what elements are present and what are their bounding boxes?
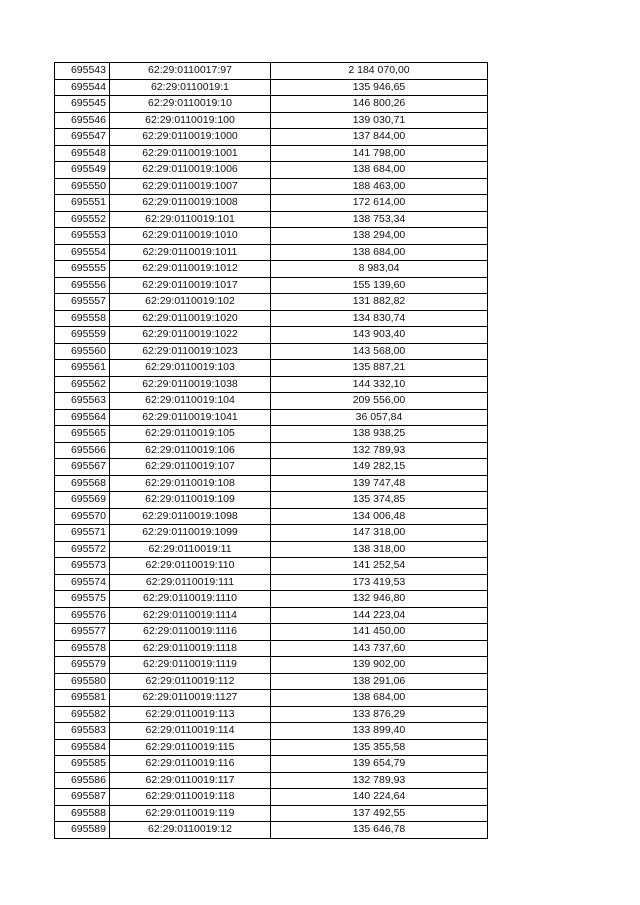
table-row — [55, 525, 488, 542]
value-cell: 149 282,15 — [271, 459, 488, 476]
value-cell: 173 419,53 — [271, 574, 488, 591]
cadastral-number-cell: 62:29:0110019:118 — [110, 789, 271, 806]
value-cell: 141 798,00 — [271, 145, 488, 162]
row-id-cell: 695557 — [55, 294, 110, 311]
cadastral-number-cell: 62:29:0110019:1001 — [110, 145, 271, 162]
table-row — [55, 772, 488, 789]
table-row — [55, 327, 488, 344]
row-id-cell: 695577 — [55, 624, 110, 641]
value-cell: 134 006,48 — [271, 508, 488, 525]
value-cell: 138 938,25 — [271, 426, 488, 443]
cadastral-number-cell: 62:29:0110019:1114 — [110, 607, 271, 624]
value-cell: 139 902,00 — [271, 657, 488, 674]
cadastral-number-cell: 62:29:0110019:1110 — [110, 591, 271, 608]
table-row — [55, 723, 488, 740]
table-row — [55, 162, 488, 179]
value-cell: 138 753,34 — [271, 211, 488, 228]
table-row — [55, 541, 488, 558]
value-cell: 138 684,00 — [271, 690, 488, 707]
row-id-cell: 695566 — [55, 442, 110, 459]
value-cell: 143 568,00 — [271, 343, 488, 360]
cadastral-number-cell: 62:29:0110019:105 — [110, 426, 271, 443]
table-row — [55, 624, 488, 641]
cadastral-number-cell: 62:29:0110019:1017 — [110, 277, 271, 294]
table-row — [55, 558, 488, 575]
value-cell: 155 139,60 — [271, 277, 488, 294]
cadastral-number-cell: 62:29:0110019:1000 — [110, 129, 271, 146]
cadastral-number-cell: 62:29:0110019:1006 — [110, 162, 271, 179]
value-cell: 146 800,26 — [271, 96, 488, 113]
table-row — [55, 508, 488, 525]
row-id-cell: 695568 — [55, 475, 110, 492]
cadastral-number-cell: 62:29:0110019:106 — [110, 442, 271, 459]
row-id-cell: 695584 — [55, 739, 110, 756]
row-id-cell: 695573 — [55, 558, 110, 575]
cadastral-number-cell: 62:29:0110019:1012 — [110, 261, 271, 278]
cadastral-number-cell: 62:29:0110019:1041 — [110, 409, 271, 426]
cadastral-number-cell: 62:29:0110019:101 — [110, 211, 271, 228]
value-cell: 138 684,00 — [271, 162, 488, 179]
table-row — [55, 673, 488, 690]
cadastral-number-cell: 62:29:0110019:1011 — [110, 244, 271, 261]
table-row — [55, 63, 488, 80]
value-cell: 135 887,21 — [271, 360, 488, 377]
value-cell: 8 983,04 — [271, 261, 488, 278]
table-row — [55, 294, 488, 311]
row-id-cell: 695563 — [55, 393, 110, 410]
cadastral-number-cell: 62:29:0110019:111 — [110, 574, 271, 591]
cadastral-number-cell: 62:29:0110019:1127 — [110, 690, 271, 707]
cadastral-number-cell: 62:29:0110019:1010 — [110, 228, 271, 245]
table-row — [55, 178, 488, 195]
table-row — [55, 805, 488, 822]
cadastral-number-cell: 62:29:0110019:1 — [110, 79, 271, 96]
table-row — [55, 475, 488, 492]
table-row — [55, 492, 488, 509]
table-row — [55, 360, 488, 377]
table-row — [55, 145, 488, 162]
row-id-cell: 695585 — [55, 756, 110, 773]
value-cell: 139 654,79 — [271, 756, 488, 773]
row-id-cell: 695565 — [55, 426, 110, 443]
row-id-cell: 695564 — [55, 409, 110, 426]
value-cell: 137 844,00 — [271, 129, 488, 146]
row-id-cell: 695581 — [55, 690, 110, 707]
table-row — [55, 112, 488, 129]
row-id-cell: 695556 — [55, 277, 110, 294]
cadastral-number-cell: 62:29:0110019:1099 — [110, 525, 271, 542]
value-cell: 138 294,00 — [271, 228, 488, 245]
row-id-cell: 695588 — [55, 805, 110, 822]
cadastral-number-cell: 62:29:0110019:1098 — [110, 508, 271, 525]
table-row — [55, 591, 488, 608]
table-row — [55, 822, 488, 839]
value-cell: 143 737,60 — [271, 640, 488, 657]
row-id-cell: 695583 — [55, 723, 110, 740]
value-cell: 138 318,00 — [271, 541, 488, 558]
value-cell: 135 355,58 — [271, 739, 488, 756]
cadastral-number-cell: 62:29:0110019:113 — [110, 706, 271, 723]
row-id-cell: 695562 — [55, 376, 110, 393]
cadastral-number-cell: 62:29:0110019:1020 — [110, 310, 271, 327]
table-body — [55, 63, 488, 839]
table-row — [55, 96, 488, 113]
row-id-cell: 695570 — [55, 508, 110, 525]
cadastral-number-cell: 62:29:0110019:102 — [110, 294, 271, 311]
value-cell: 135 946,65 — [271, 79, 488, 96]
value-cell: 137 492,55 — [271, 805, 488, 822]
row-id-cell: 695555 — [55, 261, 110, 278]
row-id-cell: 695572 — [55, 541, 110, 558]
value-cell: 2 184 070,00 — [271, 63, 488, 80]
cadastral-number-cell: 62:29:0110019:11 — [110, 541, 271, 558]
row-id-cell: 695543 — [55, 63, 110, 80]
table-row — [55, 277, 488, 294]
table-row — [55, 261, 488, 278]
cadastral-number-cell: 62:29:0110019:10 — [110, 96, 271, 113]
row-id-cell: 695582 — [55, 706, 110, 723]
cadastral-number-cell: 62:29:0110019:1118 — [110, 640, 271, 657]
cadastral-number-cell: 62:29:0110019:117 — [110, 772, 271, 789]
cadastral-number-cell: 62:29:0110019:1023 — [110, 343, 271, 360]
row-id-cell: 695575 — [55, 591, 110, 608]
row-id-cell: 695551 — [55, 195, 110, 212]
value-cell: 135 646,78 — [271, 822, 488, 839]
value-cell: 138 684,00 — [271, 244, 488, 261]
value-cell: 139 747,48 — [271, 475, 488, 492]
value-cell: 133 876,29 — [271, 706, 488, 723]
data-table — [54, 62, 488, 839]
cadastral-number-cell: 62:29:0110019:103 — [110, 360, 271, 377]
row-id-cell: 695544 — [55, 79, 110, 96]
value-cell: 132 946,80 — [271, 591, 488, 608]
cadastral-number-cell: 62:29:0110019:104 — [110, 393, 271, 410]
row-id-cell: 695569 — [55, 492, 110, 509]
table-row — [55, 789, 488, 806]
cadastral-number-cell: 62:29:0110019:1038 — [110, 376, 271, 393]
cadastral-number-cell: 62:29:0110019:1022 — [110, 327, 271, 344]
cadastral-number-cell: 62:29:0110019:115 — [110, 739, 271, 756]
value-cell: 188 463,00 — [271, 178, 488, 195]
table-row — [55, 376, 488, 393]
row-id-cell: 695547 — [55, 129, 110, 146]
row-id-cell: 695587 — [55, 789, 110, 806]
cadastral-number-cell: 62:29:0110019:1119 — [110, 657, 271, 674]
value-cell: 134 830,74 — [271, 310, 488, 327]
value-cell: 147 318,00 — [271, 525, 488, 542]
cadastral-number-cell: 62:29:0110019:107 — [110, 459, 271, 476]
table-row — [55, 195, 488, 212]
table-row — [55, 393, 488, 410]
table-row — [55, 228, 488, 245]
value-cell: 36 057,84 — [271, 409, 488, 426]
cadastral-number-cell: 62:29:0110019:114 — [110, 723, 271, 740]
row-id-cell: 695561 — [55, 360, 110, 377]
table-row — [55, 310, 488, 327]
cadastral-number-cell: 62:29:0110019:116 — [110, 756, 271, 773]
row-id-cell: 695550 — [55, 178, 110, 195]
cadastral-number-cell: 62:29:0110019:112 — [110, 673, 271, 690]
cadastral-number-cell: 62:29:0110019:100 — [110, 112, 271, 129]
row-id-cell: 695545 — [55, 96, 110, 113]
cadastral-number-cell: 62:29:0110019:110 — [110, 558, 271, 575]
cadastral-number-cell: 62:29:0110017:97 — [110, 63, 271, 80]
value-cell: 209 556,00 — [271, 393, 488, 410]
value-cell: 135 374,85 — [271, 492, 488, 509]
row-id-cell: 695576 — [55, 607, 110, 624]
row-id-cell: 695586 — [55, 772, 110, 789]
cadastral-number-cell: 62:29:0110019:12 — [110, 822, 271, 839]
table-row — [55, 409, 488, 426]
row-id-cell: 695548 — [55, 145, 110, 162]
row-id-cell: 695580 — [55, 673, 110, 690]
row-id-cell: 695554 — [55, 244, 110, 261]
value-cell: 144 332,10 — [271, 376, 488, 393]
row-id-cell: 695567 — [55, 459, 110, 476]
value-cell: 140 224,64 — [271, 789, 488, 806]
value-cell: 144 223,04 — [271, 607, 488, 624]
value-cell: 132 789,93 — [271, 772, 488, 789]
value-cell: 133 899,40 — [271, 723, 488, 740]
cadastral-number-cell: 62:29:0110019:108 — [110, 475, 271, 492]
table-row — [55, 640, 488, 657]
table-row — [55, 343, 488, 360]
value-cell: 132 789,93 — [271, 442, 488, 459]
cadastral-number-cell: 62:29:0110019:1116 — [110, 624, 271, 641]
table-row — [55, 607, 488, 624]
row-id-cell: 695558 — [55, 310, 110, 327]
table-row — [55, 574, 488, 591]
cadastral-number-cell: 62:29:0110019:109 — [110, 492, 271, 509]
value-cell: 141 252,54 — [271, 558, 488, 575]
table-row — [55, 459, 488, 476]
row-id-cell: 695579 — [55, 657, 110, 674]
row-id-cell: 695553 — [55, 228, 110, 245]
value-cell: 138 291,06 — [271, 673, 488, 690]
row-id-cell: 695559 — [55, 327, 110, 344]
table-row — [55, 426, 488, 443]
row-id-cell: 695571 — [55, 525, 110, 542]
value-cell: 139 030,71 — [271, 112, 488, 129]
cadastral-number-cell: 62:29:0110019:1008 — [110, 195, 271, 212]
value-cell: 143 903,40 — [271, 327, 488, 344]
cadastral-number-cell: 62:29:0110019:1007 — [110, 178, 271, 195]
row-id-cell: 695549 — [55, 162, 110, 179]
row-id-cell: 695560 — [55, 343, 110, 360]
table-row — [55, 442, 488, 459]
value-cell: 141 450,00 — [271, 624, 488, 641]
table-row — [55, 690, 488, 707]
row-id-cell: 695578 — [55, 640, 110, 657]
cadastral-number-cell: 62:29:0110019:119 — [110, 805, 271, 822]
table-row — [55, 739, 488, 756]
table-row — [55, 129, 488, 146]
row-id-cell: 695589 — [55, 822, 110, 839]
table-row — [55, 756, 488, 773]
table-row — [55, 244, 488, 261]
row-id-cell: 695546 — [55, 112, 110, 129]
row-id-cell: 695552 — [55, 211, 110, 228]
row-id-cell: 695574 — [55, 574, 110, 591]
value-cell: 131 882,82 — [271, 294, 488, 311]
table-row — [55, 706, 488, 723]
table-row — [55, 657, 488, 674]
table-row — [55, 79, 488, 96]
table-row — [55, 211, 488, 228]
value-cell: 172 614,00 — [271, 195, 488, 212]
